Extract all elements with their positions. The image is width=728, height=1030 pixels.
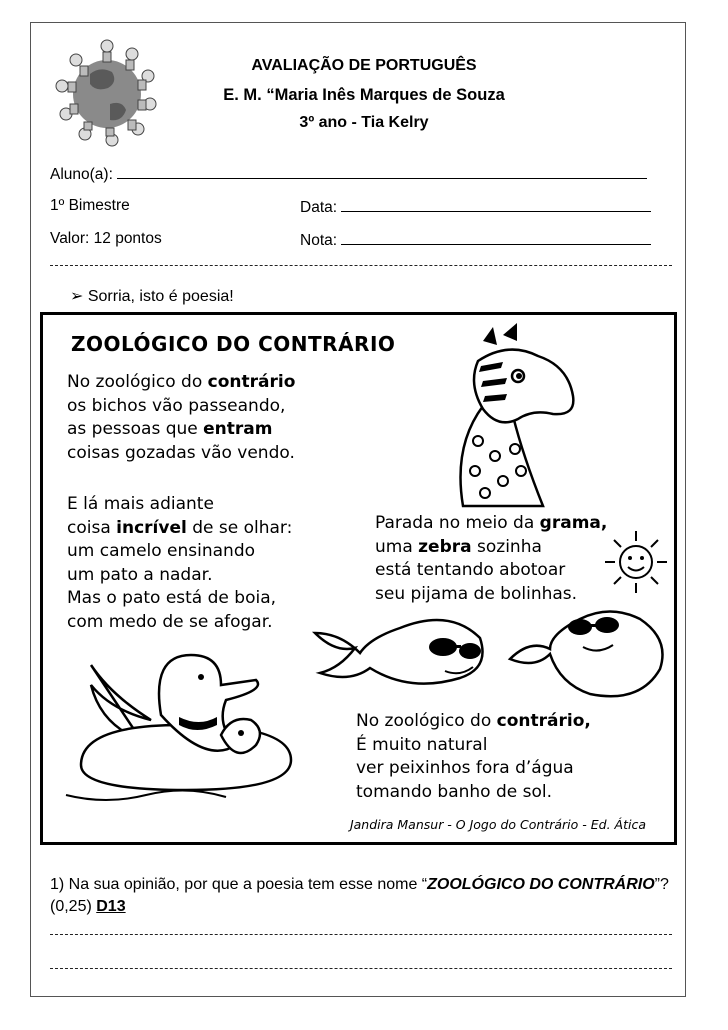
instruction-text: Sorria, isto é poesia! <box>87 288 234 305</box>
question-1-points: ”? (0,25) <box>50 876 669 915</box>
date-field[interactable] <box>341 197 651 212</box>
question-1-code: D13 <box>96 898 126 915</box>
bimester-label: 1º Bimestre <box>50 197 130 214</box>
divider-line <box>50 265 672 266</box>
student-name-field[interactable] <box>117 164 647 179</box>
date-label: Data: <box>300 199 338 216</box>
stanza-4: No zoológico do contrário, É muito natural ver peixinhos fora d’água tomando banho de sol. <box>356 711 591 802</box>
poem-credit: Jandira Mansur - O Jogo do Contrário - Ed. Ática <box>349 817 646 832</box>
page-title: AVALIAÇÃO DE PORTUGUÊS <box>251 57 477 74</box>
question-1-text: 1) Na sua opinião, por que a poesia tem esse nome “ <box>50 876 428 893</box>
student-label: Aluno(a): <box>50 166 113 183</box>
student-row <box>50 164 647 184</box>
stanza-3: Parada no meio da grama, uma zebra sozinha está tentando abotoar seu pijama de bolinhas. <box>375 513 608 604</box>
poem-box <box>40 312 677 845</box>
poem-title: ZOOLÓGICO DO CONTRÁRIO <box>71 332 396 356</box>
grade-label: Nota: <box>300 232 338 249</box>
question-1 <box>50 874 675 918</box>
sun-icon <box>603 529 669 595</box>
value-row <box>50 230 162 248</box>
date-row <box>300 197 651 217</box>
stanza-2: E lá mais adiante coisa incrível de se olhar: um camelo ensinando um pato a nadar. Mas o pato está de boia, com medo de se afogar. <box>67 494 293 632</box>
duck-float-illustration <box>61 645 331 815</box>
zebra-illustration <box>423 321 583 511</box>
arrow-bullet-icon: ➢ <box>70 288 84 305</box>
instruction <box>70 286 234 306</box>
bimester-row <box>50 197 130 215</box>
stanza-1: No zoológico do contrário os bichos vão passeando, as pessoas que entram coisas gozadas vão vendo. <box>67 372 296 463</box>
value-label: Valor: 12 pontos <box>50 230 162 247</box>
answer-line-2[interactable] <box>50 968 672 969</box>
grade-field[interactable] <box>341 230 651 245</box>
question-1-title-ref: ZOOLÓGICO DO CONTRÁRIO <box>427 876 655 893</box>
school-name: E. M. “Maria Inês Marques de Souza <box>223 86 505 104</box>
fish-sunglasses-right <box>505 599 677 709</box>
grade-teacher: 3º ano - Tia Kelry <box>299 114 429 131</box>
fish-sunglasses-left <box>305 603 495 703</box>
grade-row <box>300 230 651 250</box>
answer-line-1[interactable] <box>50 934 672 935</box>
